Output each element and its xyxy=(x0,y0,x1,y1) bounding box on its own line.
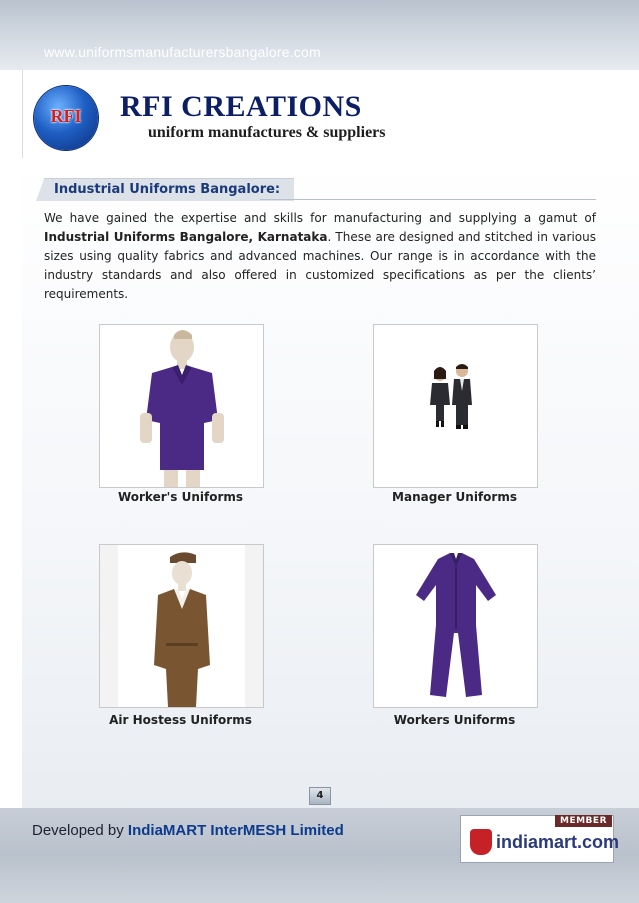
section-title xyxy=(44,178,294,201)
brand-name: RFI CREATIONS xyxy=(120,90,362,123)
brand-tagline: uniform manufactures & suppliers xyxy=(148,124,386,141)
workers-coverall-photo[interactable] xyxy=(373,544,538,708)
air-hostess-uniform-photo[interactable] xyxy=(99,544,264,708)
member-label: MEMBER xyxy=(555,815,612,827)
paragraph-text-end: . These are designed and stitched in various sizes using quality fabrics and advanced machines. Our range is in accordance with the industry standards and also offered in customized specifications as per the clients’ requirements. xyxy=(44,230,596,301)
developer-company-link[interactable]: IndiaMART InterMESH Limited xyxy=(127,822,344,839)
indiamart-text: indiamart.com xyxy=(496,832,620,852)
site-url[interactable]: www.uniformsmanufacturersbangalore.com xyxy=(44,44,321,60)
section-divider xyxy=(260,199,596,200)
page-number: 4 xyxy=(309,787,331,805)
logo-text: RFI xyxy=(50,106,82,126)
product-caption: Worker's Uniforms xyxy=(117,490,244,504)
manager-uniform-photo[interactable] xyxy=(373,324,538,488)
section-paragraph xyxy=(44,209,596,304)
product-caption: Workers Uniforms xyxy=(393,713,516,727)
section-title-text: Industrial Uniforms Bangalore: xyxy=(54,182,281,197)
indiamart-logo-icon xyxy=(470,829,492,855)
developed-by-label: Developed by xyxy=(32,822,128,839)
product-caption: Manager Uniforms xyxy=(392,490,517,504)
product-caption: Air Hostess Uniforms xyxy=(109,713,252,727)
developed-by xyxy=(32,822,344,839)
worker-uniform-photo[interactable] xyxy=(99,324,264,488)
paragraph-bold: Industrial Uniforms Bangalore, Karnataka xyxy=(44,230,328,244)
paragraph-text: We have gained the expertise and skills for manufacturing and supplying a gamut of xyxy=(44,211,596,225)
